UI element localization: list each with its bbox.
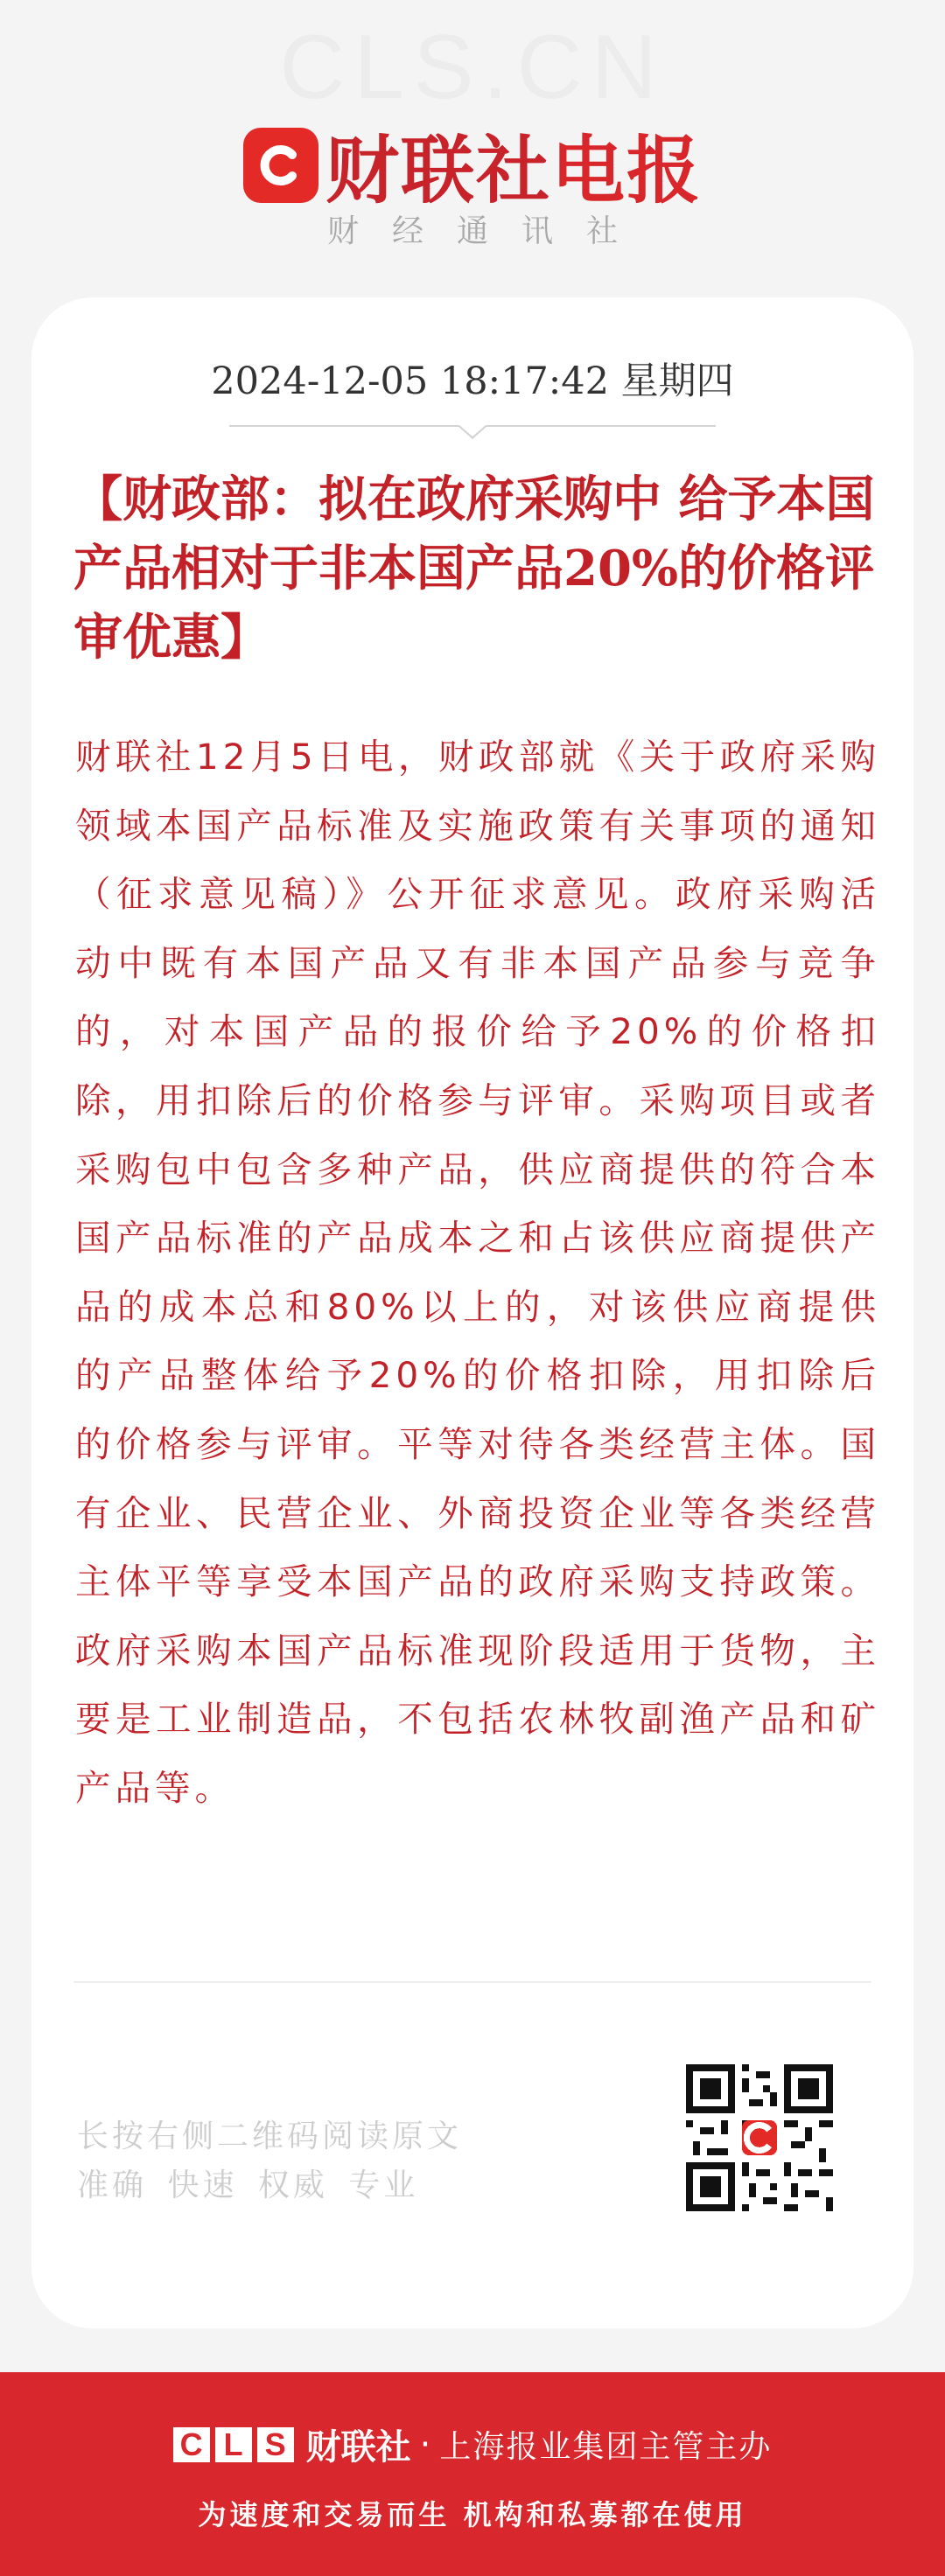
qualities-text: 准确 快速 权威 专业: [77, 2168, 419, 2203]
qr-code-icon[interactable]: [686, 2064, 833, 2211]
cls-letter-l: L: [215, 2427, 252, 2462]
divider-notch-inner: [459, 425, 486, 436]
brand-header: [0, 112, 945, 218]
article-headline: 【财政部：拟在政府采购中 给予本国产品相对于非本国产品20%的价格评审优惠】: [74, 471, 875, 667]
qr-instruction: 长按右侧二维码阅读原文: [77, 2119, 463, 2154]
footer-brand-line: [0, 2419, 945, 2469]
footer-brand-name: 财联社: [305, 2427, 411, 2468]
cls-letter-s: S: [257, 2427, 294, 2462]
footer-supervisor: 上海报业集团主管主办: [439, 2429, 773, 2465]
cls-logo-icon: [243, 128, 318, 203]
brand-name-part1: 财联社: [325, 128, 551, 213]
brand-name: [326, 112, 702, 218]
article-body: 财联社12月5日电，财政部就《关于政府采购领域本国产品标准及实施政策有关事项的通知（征求意见稿）》公开征求意见。政府采购活动中既有本国产品又有非本国产品参与竞争的，对本国产品的报价给予20%的价格扣除，用扣除后的价格参与评审。采购项目或者采购包中包含多种产品，供应商提供的符合本国产品标准的产品成本之和占该供应商提供产品的成本总和80%以上的，对该供应商提供的产品整体给予20%的价格扣除，用扣除后的价格参与评审。平等对待各类经营主体。国有企业、民营企业、外商投资企业等各类经营主体平等享受本国产品的政府采购支持政策。政府采购本国产品标准现阶段适用于货物，主要是工业制造品，不包括农林牧副渔产品和矿产品等。: [75, 736, 880, 1809]
article-datetime: 2024-12-05 18:17:42 星期四: [211, 360, 734, 403]
brand-name-part2: 电报: [551, 128, 703, 213]
footer-separator: ·: [419, 2424, 431, 2465]
footer-banner: [0, 2372, 945, 2576]
content-divider: [74, 1981, 872, 1983]
article-card: [32, 297, 914, 2328]
watermark-text: CLS.CN: [279, 17, 666, 118]
footer-slogan: 为速度和交易而生 机构和私募都在使用: [198, 2498, 747, 2531]
cls-letter-c: C: [173, 2427, 210, 2462]
tagline: 财经通讯社: [326, 213, 651, 249]
